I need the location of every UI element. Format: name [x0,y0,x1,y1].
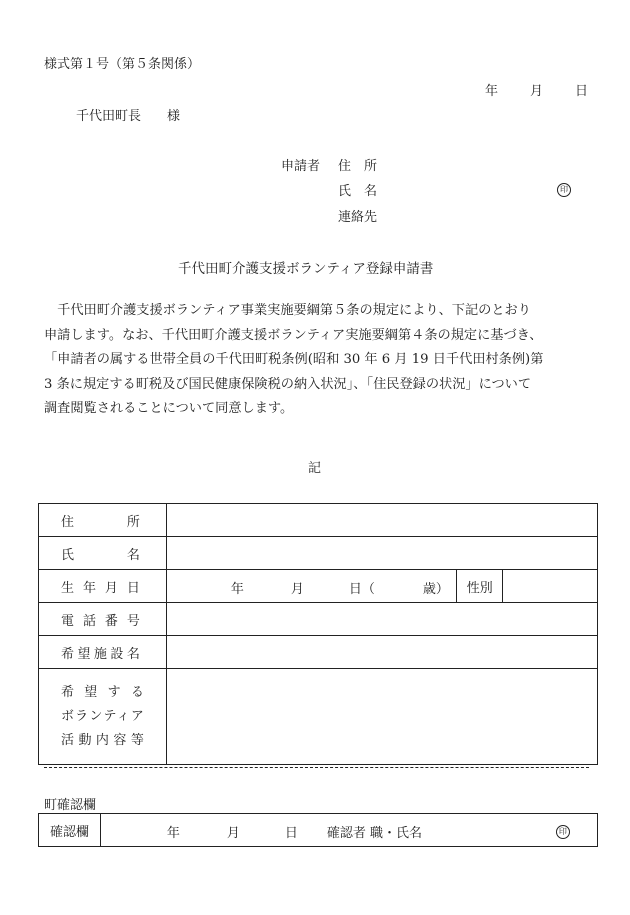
confirm-year-unit: 年 [166,826,180,841]
applicant-name-label: 氏 名 [338,184,378,199]
phone-label: 電話番号 [39,603,167,636]
application-form-table [38,503,598,765]
facility-field[interactable] [166,636,597,669]
applicant-contact-label: 連絡先 [338,210,378,225]
facility-label: 希望施設名 [39,636,167,669]
date-day: 日 [575,84,589,99]
town-section-heading: 町確認欄 [44,798,97,813]
address-label: 住所 [39,504,167,537]
applicant-address-label: 住 所 [338,159,378,174]
confirm-seal [556,823,570,839]
activity-label-line: ボランティア [61,708,144,724]
address-field[interactable] [166,504,597,537]
addressee: 千代田町長 様 [76,109,181,124]
confirmation-label: 確認欄 [39,814,101,847]
confirm-month-unit: 月 [226,826,240,841]
birth-year-unit: 年 [230,582,244,597]
applicant-seal [557,181,571,197]
applicant-role: 申請者 [281,159,321,174]
seal-icon: 印 [556,825,570,839]
document-title: 千代田町介護支援ボランティア登録申請書 [178,261,434,277]
body-line: 申請します。なお、千代田町介護支援ボランティア実施要綱第４条の規定に基づき、 [44,327,543,343]
body-line: 千代田町介護支援ボランティア事業実施要綱第５条の規定により、下記のとおり [44,303,531,318]
activity-label-line: 活動内容等 [61,732,144,748]
date-year: 年 [485,84,499,99]
seal-icon: 印 [557,183,571,197]
body-line: 「申請者の属する世帯全員の千代田町税条例(昭和 30 年 6 月 19 日千代田村条例)第 [44,352,544,367]
body-paragraph [44,299,604,422]
confirmation-field[interactable] [100,814,597,847]
birthdate-label: 生年月日 [39,570,167,603]
activity-field[interactable] [166,669,597,765]
name-label: 氏名 [39,537,167,570]
town-confirmation-table [38,813,598,847]
form-number: 様式第１号（第５条関係） [44,57,201,72]
ki-heading: 記 [308,461,322,476]
age-unit: 歳） [422,582,449,597]
birth-day-unit: 日（ [348,582,375,597]
name-field[interactable] [166,537,597,570]
activity-label-line: 希望する [61,684,144,700]
phone-field[interactable] [166,603,597,636]
body-line: 調査閲覧されることについて同意します。 [44,401,294,416]
gender-label: 性別 [457,570,503,603]
birthdate-field[interactable] [166,570,456,603]
confirm-day-unit: 日 [284,826,298,841]
confirmer-label: 確認者 職・氏名 [326,826,423,841]
cut-line-divider [44,767,589,768]
birth-month-unit: 月 [290,582,304,597]
body-line: 3 条に規定する町税及び国民健康保険税の納入状況」、「住民登録の状況」について [44,376,532,392]
date-month: 月 [530,84,544,99]
activity-label [39,669,167,765]
gender-field[interactable] [503,570,598,603]
